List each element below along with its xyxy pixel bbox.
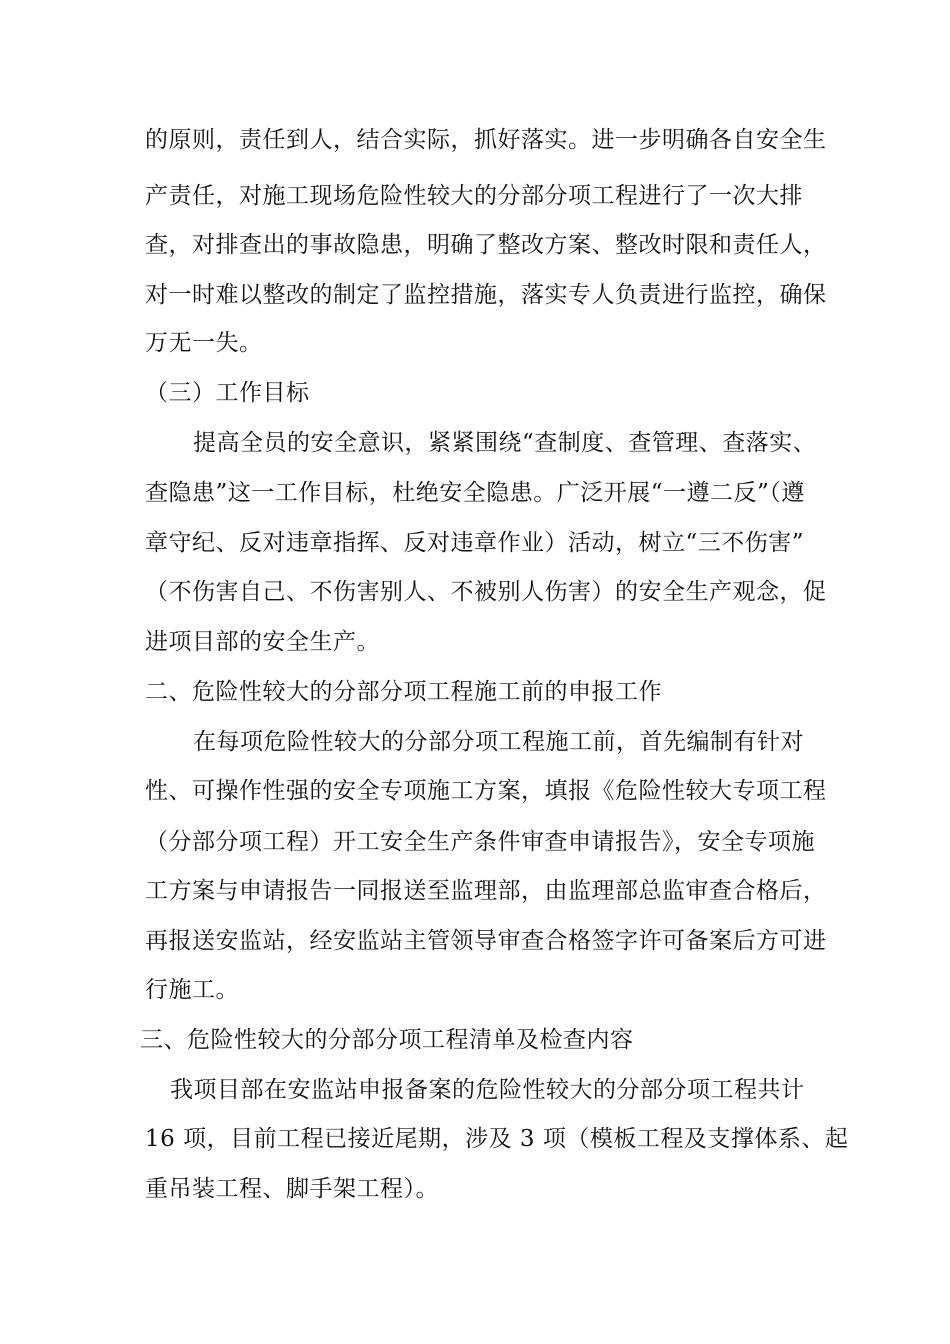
text-line-13: 在每项危险性较大的分部分项工程施工前，首先编制有针对	[193, 729, 804, 755]
text-line-11: 进项目部的安全生产。	[145, 629, 380, 655]
text-line-20: 我项目部在安监站申报备案的危险性较大的分部分项工程共计	[170, 1077, 805, 1103]
section-heading-2: 二、危险性较大的分部分项工程施工前的申报工作	[145, 679, 662, 705]
text-line-1: 的原则，责任到人，结合实际，抓好落实。进一步明确各自安全生	[145, 127, 827, 153]
section-heading-work-goals: （三）工作目标	[145, 380, 310, 406]
text-line-10: （不伤害自己、不伤害别人、不被别人伤害）的安全生产观念，促	[145, 579, 827, 605]
section-heading-3: 三、危险性较大的分部分项工程清单及检查内容	[140, 1027, 634, 1053]
text-line-3: 查，对排查出的事故隐患，明确了整改方案、整改时限和责任人，	[145, 232, 827, 258]
text-line-8: 查隐患”这一工作目标，杜绝安全隐患。广泛开展“一遵二反”（遵	[145, 480, 805, 506]
text-line-15: （分部分项工程）开工安全生产条件审查申请报告》，安全专项施	[145, 829, 815, 855]
text-line-18: 行施工。	[145, 977, 239, 1003]
text-line-2: 产责任，对施工现场危险性较大的分部分项工程进行了一次大排	[145, 183, 803, 209]
text-line-7: 提高全员的安全意识，紧紧围绕“查制度、查管理、查落实、	[193, 430, 817, 456]
text-line-5: 万无一失。	[145, 330, 263, 356]
text-line-4: 对一时难以整改的制定了监控措施，落实专人负责进行监控，确保	[145, 282, 827, 308]
text-line-9: 章守纪、反对违章指挥、反对违章作业）活动，树立“三不伤害”	[145, 530, 805, 556]
text-line-14: 性、可操作性强的安全专项施工方案，填报《危险性较大专项工程	[145, 778, 827, 804]
text-line-21: 16 项，目前工程已接近尾期，涉及 3 项（模板工程及支撑体系、起	[145, 1126, 849, 1152]
text-line-16: 工方案与申请报告一同报送至监理部，由监理部总监审查合格后，	[145, 878, 827, 904]
text-line-22: 重吊装工程、脚手架工程）。	[145, 1176, 439, 1202]
text-line-17: 再报送安监站，经安监站主管领导审查合格签字许可备案后方可进	[145, 928, 827, 954]
